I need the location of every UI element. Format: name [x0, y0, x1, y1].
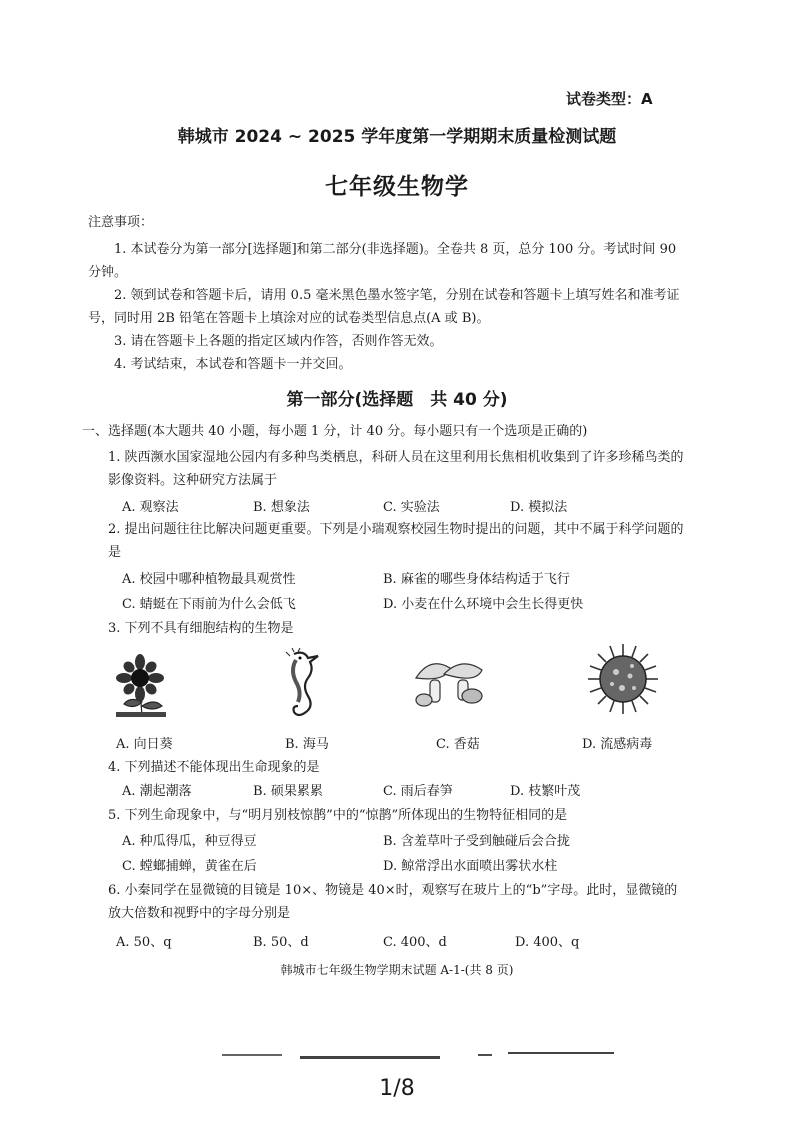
q3-option-c: C. 香菇 — [436, 737, 480, 752]
q6-option-b: B. 50、d — [253, 935, 309, 950]
q5-option-c: C. 螳螂捕蝉，黄雀在后 — [122, 859, 257, 874]
page-footer: 韩城市七年级生物学期末试题 A-1-(共 8 页) — [280, 963, 514, 977]
question-1-stem: 1. 陕西濒水国家湿地公园内有多种鸟类栖息，科研人员在这里利用长焦相机收集到了许多珍稀鸟类的影像资料。这种研究方法属于 — [108, 450, 684, 488]
question-5-stem: 5. 下列生命现象中，与“明月别枝惊鹊”中的“惊鹊”所体现出的生物特征相同的是 — [108, 808, 568, 823]
q6-option-a: A. 50、q — [116, 935, 172, 950]
page-number: 1/8 — [379, 1076, 415, 1101]
notice-item-4: 4. 考试结束，本试卷和答题卡一并交回。 — [114, 357, 352, 372]
q1-option-a: A. 观察法 — [122, 500, 179, 515]
q2-option-b: B. 麻雀的哪些身体结构适于飞行 — [383, 572, 570, 587]
notice-item-2: 2. 领到试卷和答题卡后，请用 0.5 毫米黑色墨水签字笔，分别在试卷和答题卡上填写姓名和准考证号，同时用 2B 铅笔在答题卡上填涂对应的试卷类型信息点(A 或 B)。 — [88, 288, 680, 326]
influenza-virus-image — [586, 642, 660, 716]
section-heading: 一、选择题(本大题共 40 小题，每小题 1 分，计 40 分。每小题只有一个选项是正确的) — [82, 424, 588, 439]
exam-subtitle: 七年级生物学 — [325, 174, 469, 200]
q4-option-d: D. 枝繁叶茂 — [510, 784, 581, 799]
mushroom-image — [410, 656, 490, 714]
scan-mark — [508, 1052, 614, 1054]
q6-option-c: C. 400、d — [383, 935, 447, 950]
q6-option-d: D. 400、q — [515, 935, 580, 950]
seahorse-image — [276, 648, 326, 720]
question-2-stem: 2. 提出问题往往比解决问题更重要。下列是小瑞观察校园生物时提出的问题，其中不属于科学问题的是 — [108, 522, 684, 560]
notice-item-1: 1. 本试卷分为第一部分[选择题]和第二部分(非选择题)。全卷共 8 页，总分 100 分。考试时间 90 分钟。 — [88, 242, 677, 280]
question-6-stem: 6. 小秦同学在显微镜的目镜是 10×、物镜是 40×时，观察写在玻片上的“b”字母。此时，显微镜的放大倍数和视野中的字母分别是 — [108, 883, 678, 921]
q2-option-c: C. 蜻蜓在下雨前为什么会低飞 — [122, 597, 296, 612]
scan-mark — [300, 1056, 440, 1059]
exam-title: 韩城市 2024 ~ 2025 学年度第一学期期末质量检测试题 — [177, 127, 617, 147]
q2-option-d: D. 小麦在什么环境中会生长得更快 — [383, 597, 584, 612]
scan-mark — [478, 1054, 492, 1056]
q3-option-a: A. 向日葵 — [116, 737, 173, 752]
q3-option-b: B. 海马 — [285, 737, 329, 752]
question-3-stem: 3. 下列不具有细胞结构的生物是 — [108, 621, 294, 636]
sunflower-image — [112, 650, 172, 718]
q1-option-c: C. 实验法 — [383, 500, 440, 515]
q5-option-a: A. 种瓜得瓜，种豆得豆 — [122, 834, 257, 849]
notice-item-3: 3. 请在答题卡上各题的指定区域内作答，否则作答无效。 — [114, 334, 443, 349]
part-heading: 第一部分(选择题 共 40 分) — [286, 390, 508, 410]
q1-option-b: B. 想象法 — [253, 500, 310, 515]
paper-type-label: 试卷类型：A — [566, 90, 653, 108]
q5-option-d: D. 鲸常浮出水面喷出雾状水柱 — [383, 859, 558, 874]
notice-heading: 注意事项： — [88, 215, 154, 230]
q2-option-a: A. 校园中哪种植物最具观赏性 — [122, 572, 296, 587]
q4-option-c: C. 雨后春笋 — [383, 784, 453, 799]
question-4-stem: 4. 下列描述不能体现出生命现象的是 — [108, 760, 320, 775]
q5-option-b: B. 含羞草叶子受到触碰后会合拢 — [383, 834, 570, 849]
q4-option-b: B. 硕果累累 — [253, 784, 323, 799]
q1-option-d: D. 模拟法 — [510, 500, 568, 515]
q3-option-d: D. 流感病毒 — [582, 737, 653, 752]
scan-mark — [222, 1054, 282, 1056]
q4-option-a: A. 潮起潮落 — [122, 784, 192, 799]
